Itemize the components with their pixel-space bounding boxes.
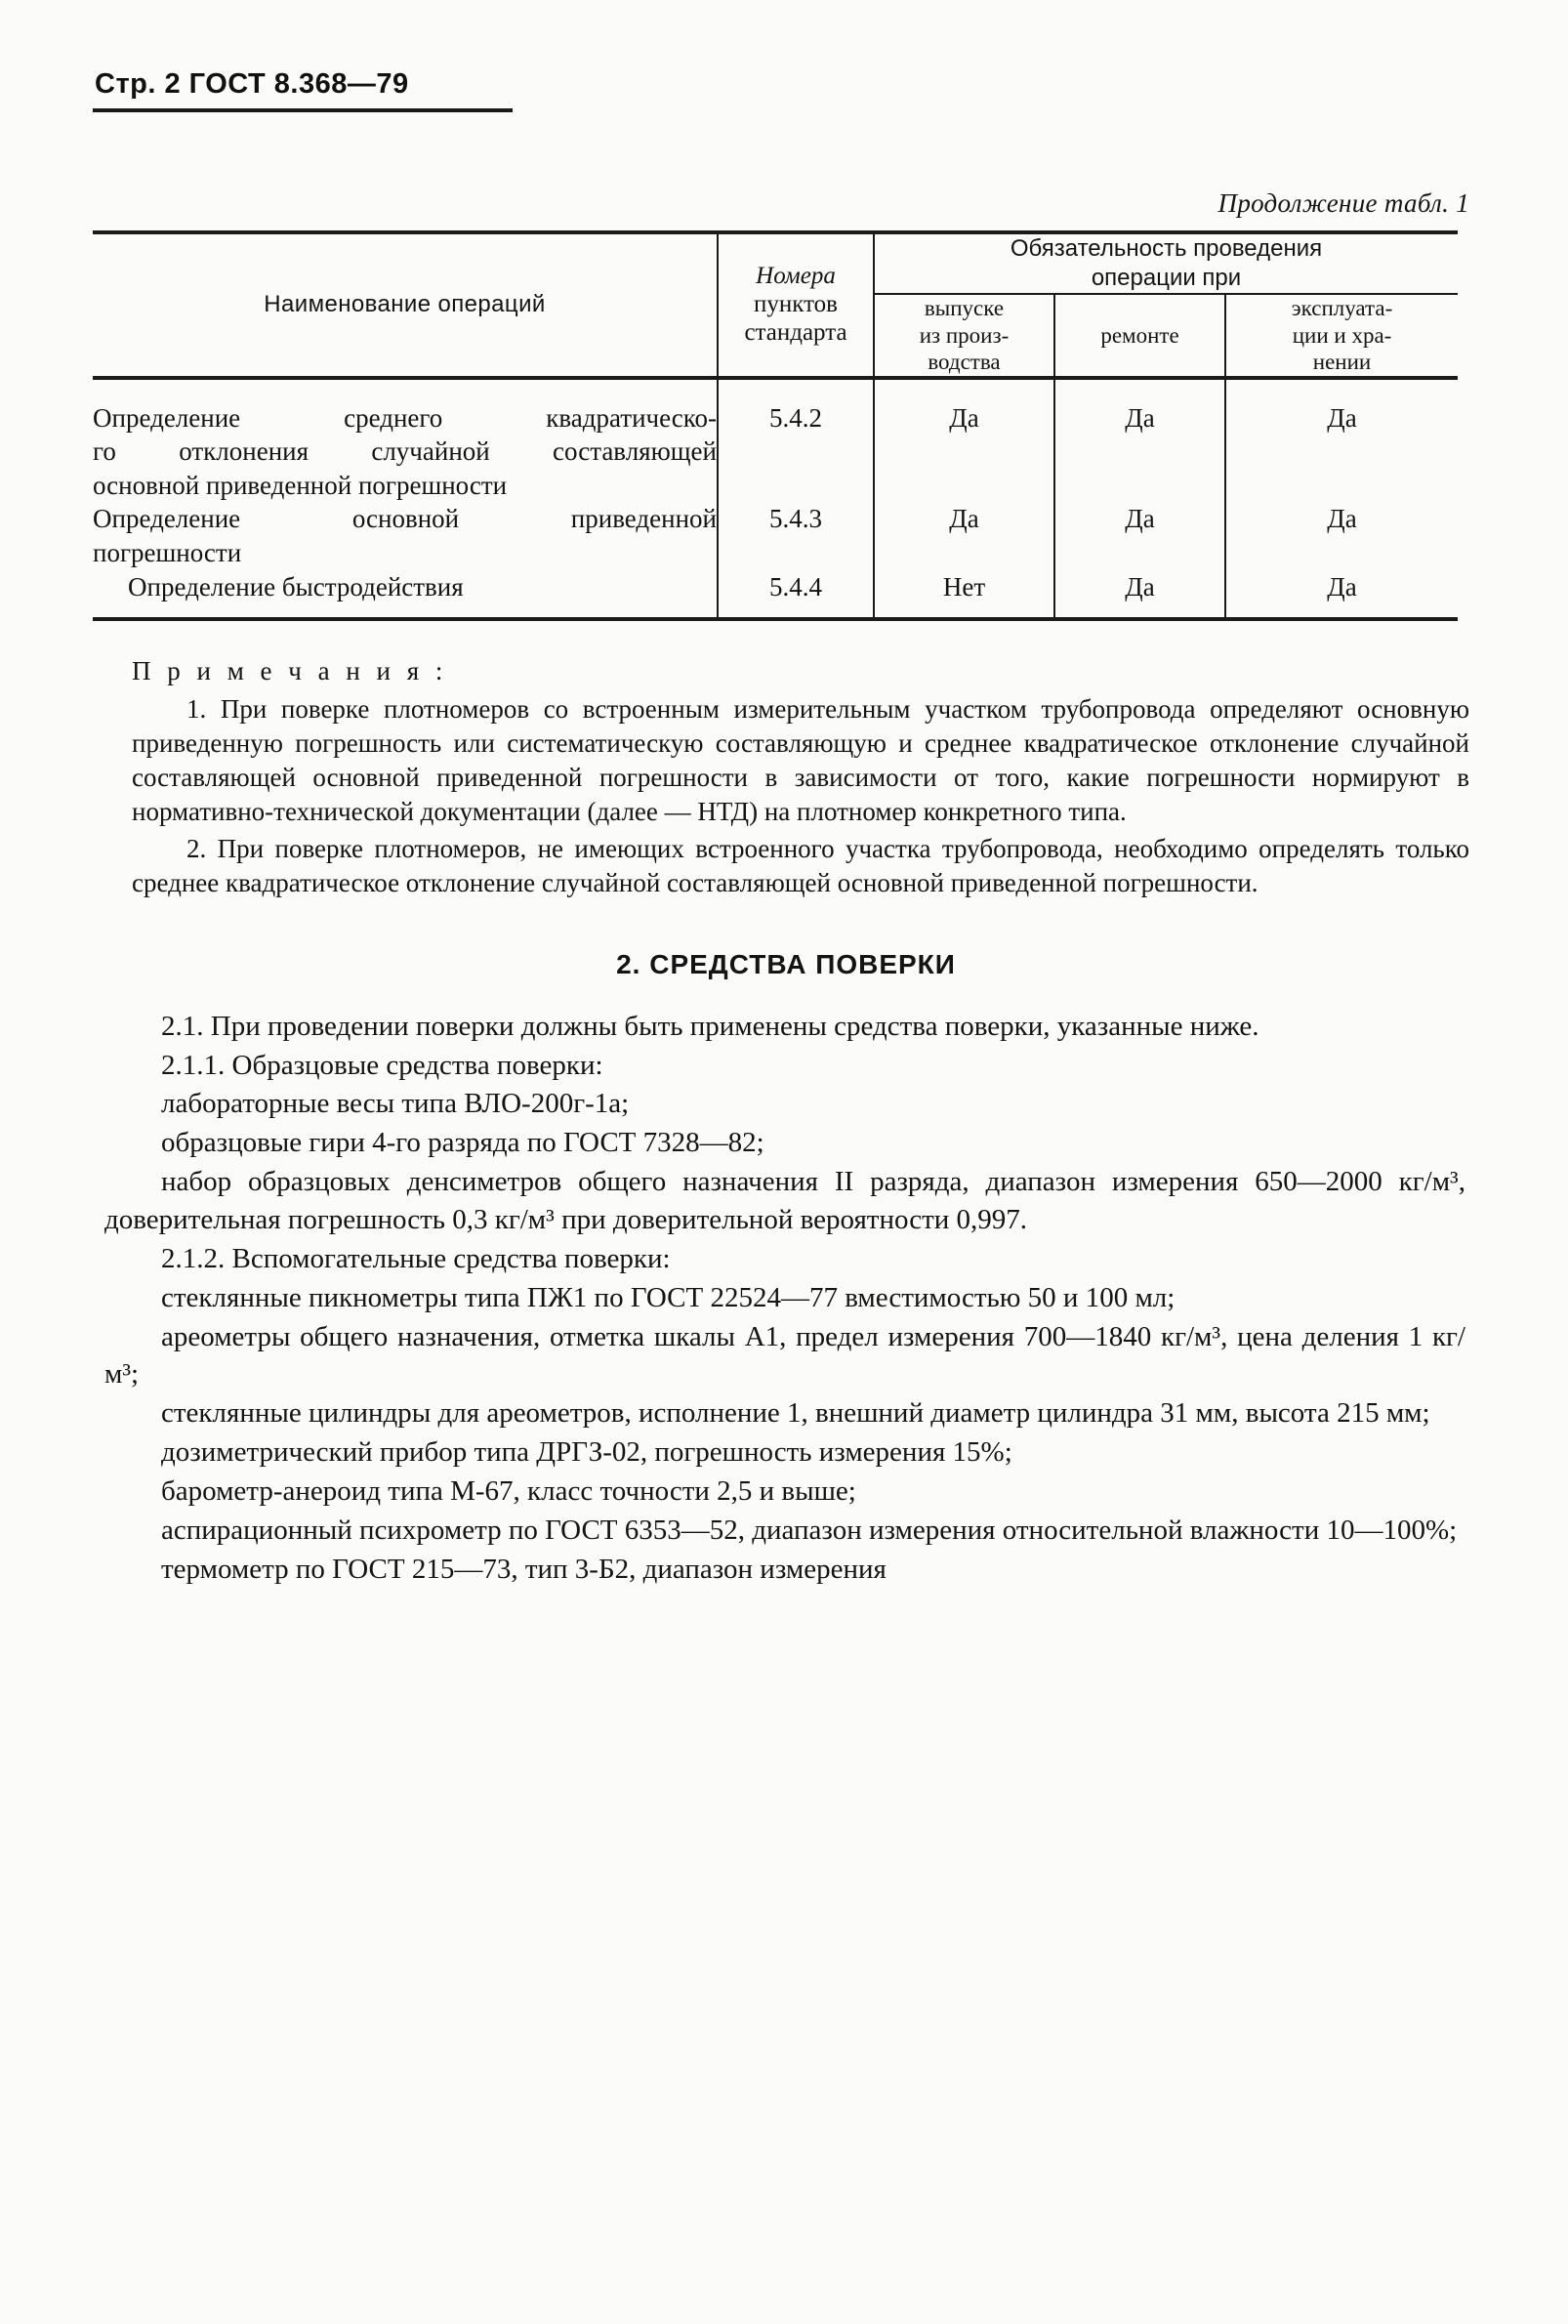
row2-operation-line2: погрешности — [93, 537, 242, 567]
header-clause-line2: пунктов — [754, 291, 838, 318]
header-clause-line1: Номера — [756, 263, 836, 290]
table-row — [93, 502, 1458, 569]
row2-repair: Да — [1054, 502, 1225, 569]
header-mandatory-group — [874, 232, 1458, 294]
paragraph: ареометры общего назначения, отметка шкалы А1, предел измерения 700—1840 кг/м³, цена деления 1 кг/м³; — [104, 1320, 1465, 1390]
header-sub-repair: ремонте — [1054, 294, 1225, 378]
row3-clause: 5.4.4 — [718, 570, 874, 620]
header-rule — [93, 108, 513, 112]
row3-repair: Да — [1054, 570, 1225, 620]
table-container — [93, 230, 1458, 621]
paragraph: набор образцовых денсиметров общего назначения II разряда, диапазон измерения 650—2000 кг/м³, доверительная погрешность 0,3 кг/м³ при доверительной вероятности 0,997. — [104, 1166, 1465, 1236]
row2-production: Да — [874, 502, 1054, 569]
paragraph: 2.1.2. Вспомогательные средства поверки: — [161, 1242, 671, 1274]
row1-operation-line2: го отклонения случайной составляющей — [93, 436, 717, 467]
paragraph: 2.1.1. Образцовые средства поверки: — [161, 1049, 603, 1081]
row1-operation-line3: основной приведенной погрешности — [93, 470, 508, 500]
paragraph: стеклянные цилиндры для ареометров, исполнение 1, внешний диаметр цилиндра 31 мм, высота 215 мм; — [161, 1397, 1430, 1430]
paragraph: аспирационный психрометр по ГОСТ 6353—52, диапазон измерения относительной влажности 10—100%; — [161, 1514, 1458, 1546]
row1-operation-line1: Определение среднего квадратическо- — [93, 402, 717, 433]
section-body — [93, 1008, 1479, 1589]
row2-operation-line1: Определение основной приведенной — [93, 504, 717, 534]
header-sub-storage-line3: нении — [1312, 350, 1372, 375]
row2-operation — [93, 502, 718, 569]
header-mandatory-line2: операции при — [1091, 265, 1242, 291]
paragraph: барометр-анероид типа М-67, класс точности 2,5 и выше; — [161, 1475, 856, 1508]
header-sub-production-line3: водства — [928, 350, 1001, 375]
note-item: 2. При поверке плотномеров, не имеющих встроенного участка трубопровода, необходимо определять только среднее квадратическое отклонение случайной составляющей основной приведенной погрешности. — [132, 833, 1469, 897]
paragraph: дозиметрический прибор типа ДРГЗ-02, погрешность измерения 15%; — [161, 1436, 1012, 1469]
header-sub-storage-line1: эксплуата- — [1291, 296, 1393, 320]
row1-storage: Да — [1225, 378, 1458, 503]
paragraph: термометр по ГОСТ 215—73, тип 3-Б2, диапазон измерения — [161, 1553, 887, 1585]
header-sub-production — [874, 294, 1054, 378]
row3-production: Нет — [874, 570, 1054, 620]
page-header: Стр. 2 ГОСТ 8.368—79 — [95, 68, 409, 100]
row1-repair: Да — [1054, 378, 1225, 503]
header-mandatory-line1: Обязательность проведения — [1010, 235, 1323, 262]
page-content — [93, 68, 1479, 1590]
row3-storage: Да — [1225, 570, 1458, 620]
notes-block — [93, 654, 1479, 900]
header-operation-name: Наименование операций — [93, 232, 718, 378]
row1-production: Да — [874, 378, 1054, 503]
row3-operation: Определение быстродействия — [93, 570, 718, 620]
section-heading: 2. СРЕДСТВА ПОВЕРКИ — [616, 948, 956, 979]
header-clause-line3: стандарта — [744, 318, 847, 346]
verification-operations-table — [93, 230, 1458, 621]
paragraph: образцовые гири 4-го разряда по ГОСТ 7328—82; — [161, 1127, 764, 1159]
notes-title: П р и м е ч а н и я : — [132, 656, 448, 686]
row2-storage: Да — [1327, 504, 1357, 534]
table-row — [93, 378, 1458, 503]
header-clause-numbers — [718, 232, 874, 378]
paragraph: стеклянные пикнометры типа ПЖ1 по ГОСТ 22524—77 вместимостью 50 и 100 мл; — [161, 1281, 1176, 1313]
header-sub-operation-storage — [1225, 294, 1458, 378]
note-item: 1. При поверке плотномеров со встроенным измерительным участком трубопровода определяют основную приведенную погрешность или систематическую составляющую и среднее квадратическое отклонение случайной составляющей основной приведенной погрешности в зависимости от того, какие погрешности нормируют в нормативно-технической документации (далее — НТД) на плотномер конкретного типа. — [132, 694, 1469, 827]
table-caption: Продолжение табл. 1 — [1217, 188, 1469, 218]
row1-operation — [93, 378, 718, 503]
header-sub-production-line2: из произ- — [919, 322, 1010, 348]
table-row — [93, 570, 1458, 620]
row2-clause: 5.4.3 — [718, 502, 874, 569]
table-header-row-1 — [93, 232, 1458, 294]
paragraph: лабораторные весы типа ВЛО-200г-1а; — [161, 1088, 630, 1120]
row1-clause: 5.4.2 — [718, 378, 874, 503]
header-sub-storage-line2: ции и хра- — [1292, 322, 1392, 348]
paragraph: 2.1. При проведении поверки должны быть применены средства поверки, указанные ниже. — [161, 1010, 1259, 1042]
header-sub-production-line1: выпуске — [924, 296, 1005, 320]
